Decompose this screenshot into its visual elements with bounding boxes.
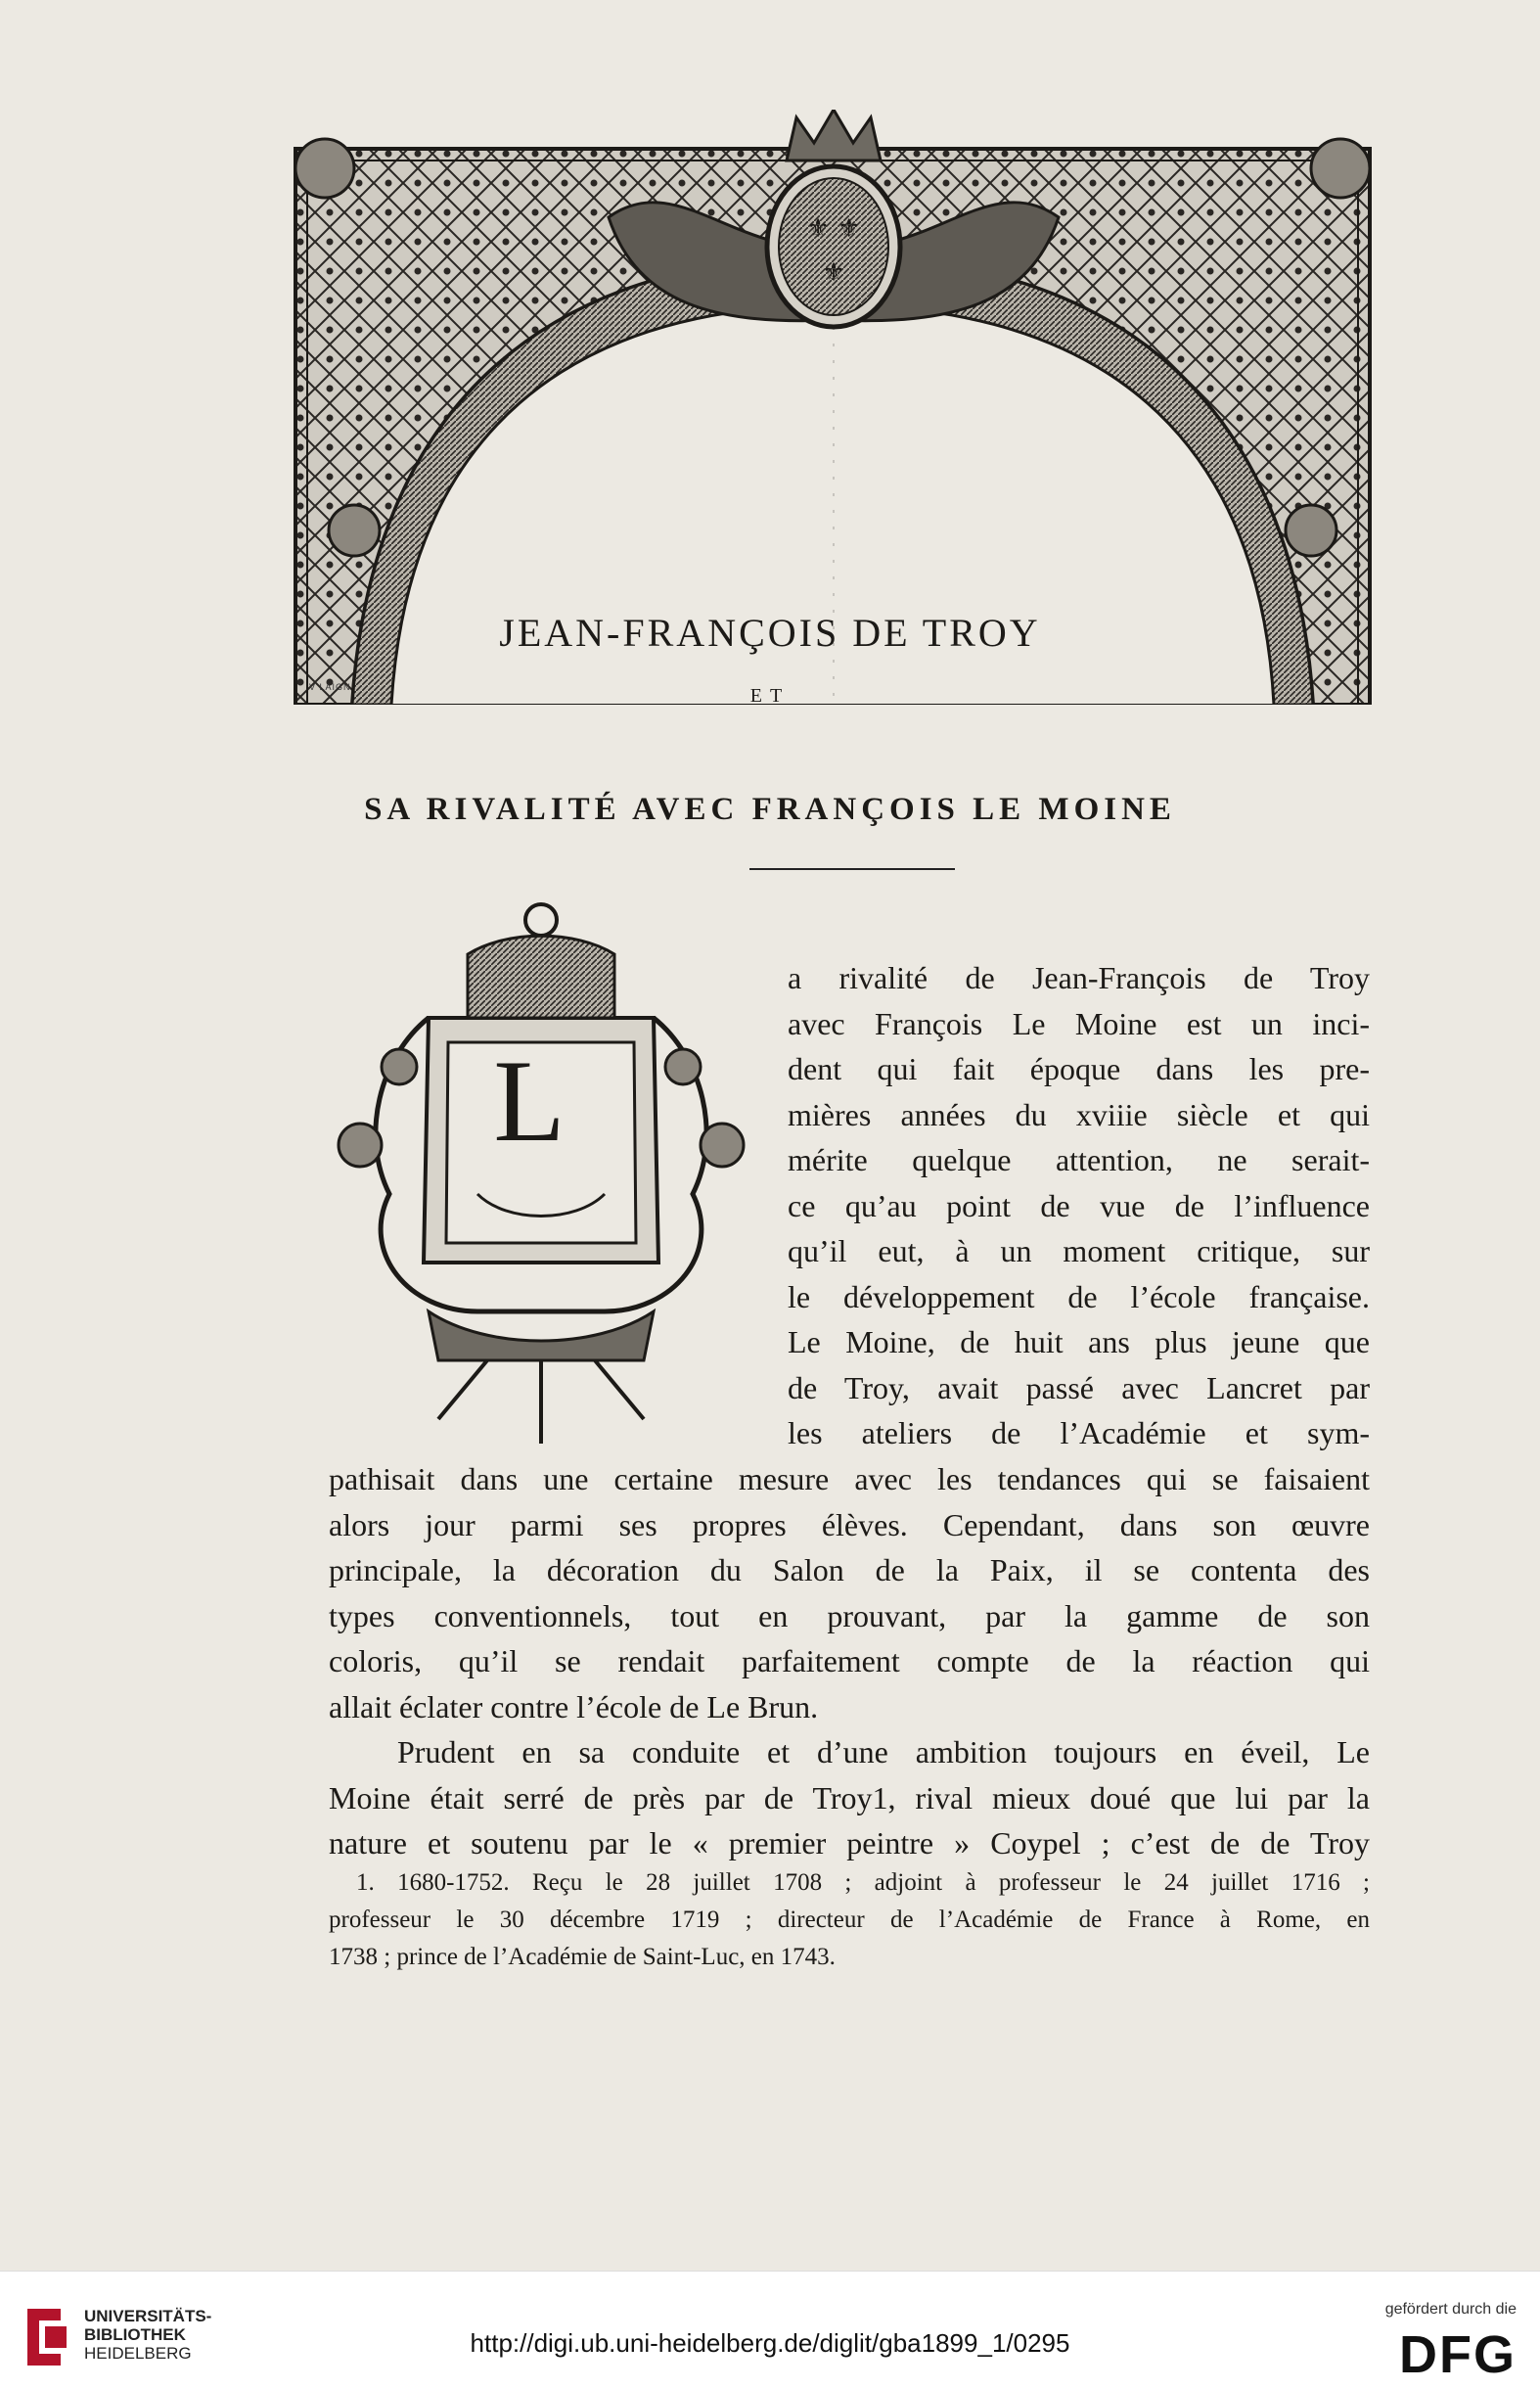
footnote (329, 1864, 1370, 1976)
text-line: qu’il eut, à un moment critique, sur (788, 1233, 1370, 1268)
text-line: a rivalité de Jean-François de Troy (788, 960, 1370, 995)
dfg-logo[interactable]: DFG (1399, 2325, 1517, 2384)
title-conjunction: ET (749, 685, 791, 707)
library-name-line: UNIVERSITÄTS- (84, 2307, 212, 2325)
library-name-line: HEIDELBERG (84, 2344, 192, 2363)
article-subtitle: SA RIVALITÉ AVEC FRANÇOIS LE MOINE (364, 792, 1176, 828)
text-line: alors jour parmi ses propres élèves. Cependant, dans son œuvre (329, 1506, 1370, 1542)
text-line: avec François Le Moine est un inci- (788, 1005, 1370, 1041)
footnote-line: 1738 ; prince de l’Académie de Saint-Luc, en 1743. (329, 1944, 836, 1970)
ornamental-initial-frame (321, 900, 761, 1448)
text-line: les ateliers de l’Académie et sym- (788, 1415, 1370, 1450)
title-rule (749, 868, 955, 870)
footnote-line: 1. 1680-1752. Reçu le 28 juillet 1708 ; adjoint à professeur le 24 juillet 1716 ; (356, 1869, 1370, 1896)
text-line: nature et soutenu par le « premier peintre » Coypel ; c’est de de Troy (329, 1825, 1370, 1861)
text-line: mières années du xviiie siècle et qui (788, 1096, 1370, 1132)
library-name-line: BIBLIOTHEK (84, 2325, 186, 2344)
text-line: Moine était serré de près par de Troy1, rival mieux doué que lui par la (329, 1779, 1370, 1815)
drop-cap-initial: L (493, 1035, 566, 1166)
text-line: coloris, qu’il se rendait parfaitement compte de la réaction qui (329, 1643, 1370, 1678)
body-text-indented (788, 955, 1370, 1456)
svg-text:⚜: ⚜ (822, 258, 845, 288)
viewer-footer-bar (0, 2271, 1540, 2389)
text-line: mérite quelque attention, ne serait- (788, 1142, 1370, 1177)
text-line: le développement de l’école française. (788, 1278, 1370, 1314)
text-line: types conventionnels, tout en prouvant, par la gamme de son (329, 1597, 1370, 1633)
body-text (329, 1456, 1370, 1866)
paragraph-first-line: Prudent en sa conduite et d’une ambition toujours en éveil, Le (397, 1734, 1370, 1769)
text-line: principale, la décoration du Salon de la Paix, il se contenta des (329, 1552, 1370, 1587)
article-title: JEAN-FRANÇOIS DE TROY (499, 610, 1041, 655)
permalink-url[interactable]: http://digi.ub.uni-heidelberg.de/diglit/gba1899_1/0295 (470, 2328, 1070, 2358)
engraver-signature: V LAIGN (309, 682, 351, 692)
sponsor-note: gefördert durch die (1384, 2301, 1517, 2318)
footnote-line: professeur le 30 décembre 1719 ; directeur de l’Académie de France à Rome, en (329, 1907, 1370, 1933)
text-line: ce qu’au point de vue de l’influence (788, 1187, 1370, 1223)
text-line: allait éclater contre l’école de Le Brun. (329, 1688, 819, 1724)
text-line: dent qui fait époque dans les pre- (788, 1051, 1370, 1086)
text-line: de Troy, avait passé avec Lancret par (788, 1369, 1370, 1405)
svg-text:⚜ ⚜: ⚜ ⚜ (806, 214, 861, 244)
text-line: Le Moine, de huit ans plus jeune que (788, 1324, 1370, 1359)
text-line: pathisait dans une certaine mesure avec les tendances qui se faisaient (329, 1461, 1370, 1496)
